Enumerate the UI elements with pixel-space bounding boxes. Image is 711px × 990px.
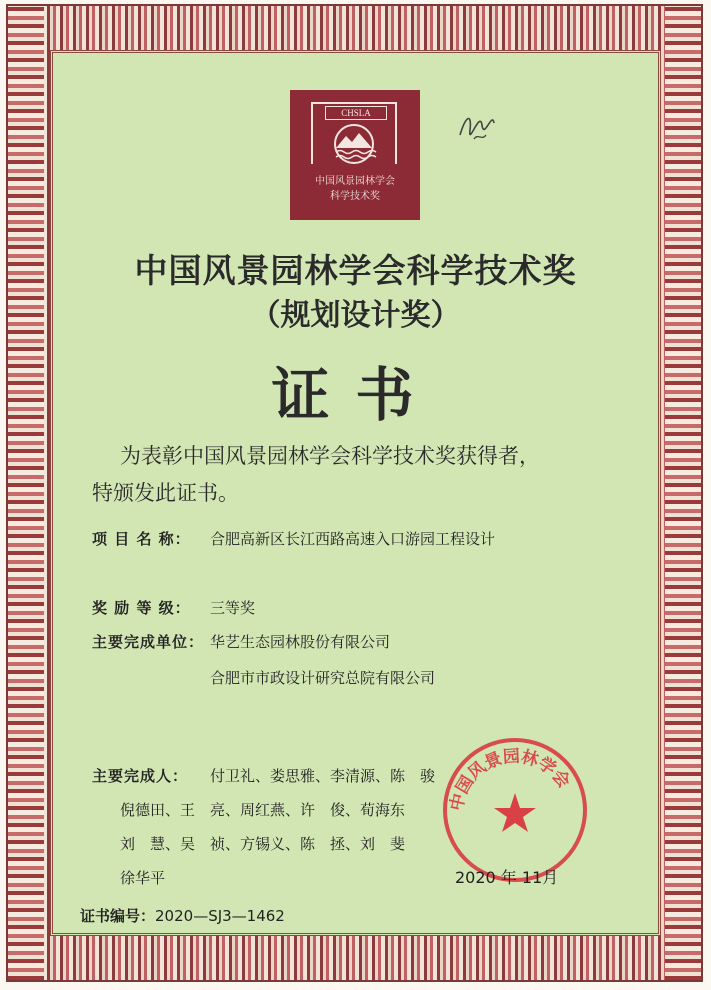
units-field — [92, 631, 390, 652]
award-subtitle: （规划设计奖） — [250, 298, 461, 333]
intro-line-2: 特颁发此证书。 — [92, 481, 239, 505]
issue-date: 2020 年 11月 — [455, 868, 559, 887]
mountain-wave-icon — [328, 124, 380, 164]
project-field — [92, 528, 495, 549]
handwritten-signature — [452, 105, 502, 150]
logo-abbr: CHSLA — [325, 106, 387, 120]
persons-field — [92, 765, 435, 786]
unit-2: 合肥市市政设计研究总院有限公司 — [210, 669, 436, 687]
unit-1: 华艺生态园林股份有限公司 — [210, 633, 391, 651]
level-field — [92, 597, 255, 618]
logo-caption-line2: 科学技术奖 — [330, 191, 380, 202]
persons-line-3: 刘 慧、吴 祯、方锡义、陈 拯、刘 斐 — [120, 835, 406, 853]
level-label: 奖 励 等 级： — [92, 599, 191, 617]
units-label: 主要完成单位： — [92, 633, 205, 651]
persons-line-1: 付卫礼、娄思雅、李清源、陈 骏 — [210, 767, 436, 785]
project-label: 项 目 名 称： — [92, 530, 191, 548]
seal-text: 中国风景园林学会 — [446, 746, 574, 813]
official-seal — [440, 735, 590, 885]
border-band-left — [8, 6, 44, 980]
certificate-number — [80, 905, 285, 926]
border-band-right — [665, 6, 701, 980]
certificate-heading: 证书 — [271, 361, 440, 429]
persons-line-2: 倪德田、王 亮、周红燕、许 俊、荀海东 — [120, 801, 406, 819]
logo-caption — [290, 174, 420, 204]
cert-no-label: 证书编号： — [80, 907, 156, 925]
logo-caption-line1: 中国风景园林学会 — [315, 176, 395, 187]
cert-no-value: 2020—SJ3—1462 — [155, 907, 285, 925]
intro-line-1: 为表彰中国风景园林学会科学技术奖获得者， — [120, 444, 540, 468]
svg-text:中国风景园林学会 — [446, 746, 575, 813]
seal-star-icon — [494, 793, 536, 832]
award-title: 中国风景园林学会科学技术奖 — [134, 251, 577, 290]
chsla-logo — [290, 90, 420, 220]
persons-line-4: 徐华平 — [120, 869, 166, 887]
project-value: 合肥高新区长江西路高速入口游园工程设计 — [210, 530, 496, 548]
level-value: 三等奖 — [210, 599, 256, 617]
persons-label: 主要完成人： — [92, 767, 189, 785]
